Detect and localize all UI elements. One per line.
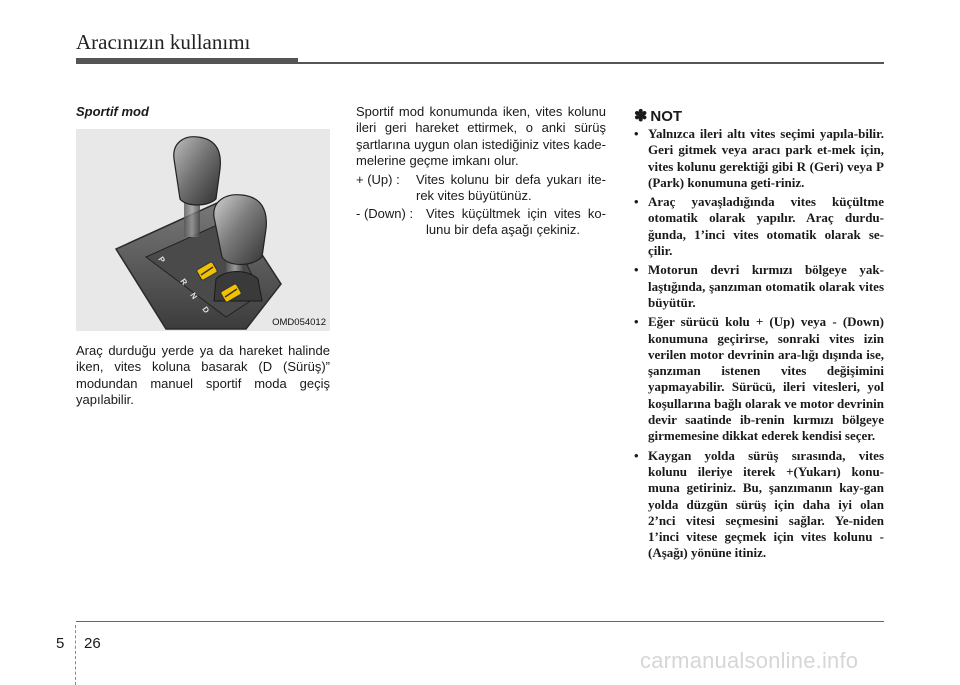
lever-knob-back	[174, 137, 221, 205]
watermark: carmanualsonline.info	[640, 648, 859, 673]
up-definition	[356, 172, 606, 206]
note-item: • Yalnızca ileri altı vites seçimi yapıla-bilir. Geri gitmek veya aracı park et-mek için, vites kolunu gerektiği gibi R (Geri) veya P (Park) konumuna geti-riniz.	[634, 126, 884, 191]
gear-shift-figure	[76, 129, 330, 331]
down-text: Vites küçültmek için vites ko-lunu bir defa aşağı çekiniz.	[426, 206, 606, 238]
chapter-number: 5	[56, 635, 65, 652]
gear-letter-p: P	[156, 254, 167, 265]
note-title: NOT	[650, 108, 683, 125]
footer-rule	[76, 621, 884, 622]
gear-shift-illustration	[76, 129, 330, 331]
gear-letter-r: R	[178, 276, 190, 287]
note-item: • Kaygan yolda sürüş sırasında, vites kolunu ileriye iterek +(Yukarı) konu-muna getiriniz. Bu, şanzımanın kay-gan yolda düzgün sürüş için daha iyi olan 2’nci vitesi seçmesini sağlar. Ye-niden 1’inci vitese geçmek için vites kolunu -(Aşağı) yönüne itiniz.	[634, 448, 884, 562]
up-text: Vites kolunu bir defa yukarı ite-rek vites büyütünüz.	[416, 172, 606, 204]
lever-knob-front	[214, 195, 267, 265]
gear-letter-d: D	[200, 304, 212, 315]
header-rule-thick	[76, 58, 298, 64]
figure-code: OMD054012	[272, 317, 326, 328]
up-term: + (Up) :	[356, 172, 400, 187]
gear-letter-n: N	[188, 290, 200, 301]
section-title: Sportif mod	[76, 104, 149, 119]
note-item: • Motorun devri kırmızı bölgeye yak-laştığında, şanzıman otomatik olarak vites büyütür.	[634, 262, 884, 311]
footer-divider	[75, 625, 76, 685]
note-item: • Eğer sürücü kolu + (Up) veya - (Down) konumuna geçirirse, sonraki vites izin verilen motor devrinin ara-lığı dışında ise, şanzıman istenen vites değişimini yapmayabilir. Sürücü, ileri vitesleri, yol koşullarına bağlı olarak ve motor devrinin devir saatinde ib-renin kırmızı bölgeye girmemesine dikkat ederek kendisi seçer.	[634, 314, 884, 444]
note-item: • Araç yavaşladığında vites küçültme otomatik olarak yapılır. Araç durdu-ğunda, 1’inci vites otomatik olarak se-çilir.	[634, 194, 884, 259]
down-definition	[356, 206, 606, 240]
sport-mode-intro: Sportif mod konumunda iken, vites kolunu ileri geri hareket ettirmek, o anki sürüş şartlarına uygun olan istediğiniz vites kade-melerine geçme imkanı olur.	[356, 104, 606, 169]
page-header-title: Aracınızın kullanımı	[76, 30, 251, 54]
note-star-icon: ✽	[634, 108, 648, 125]
page-number: 26	[84, 635, 101, 652]
down-term: - (Down) :	[356, 206, 414, 221]
sport-mode-paragraph: Araç durduğu yerde ya da hareket halinde iken, vites koluna basarak (D (Sürüş)” modundan manuel sportif moda geçiş yapılabilir.	[76, 343, 330, 408]
header-rule-thin	[298, 62, 884, 64]
note-list	[634, 126, 884, 565]
note-heading	[634, 106, 682, 126]
